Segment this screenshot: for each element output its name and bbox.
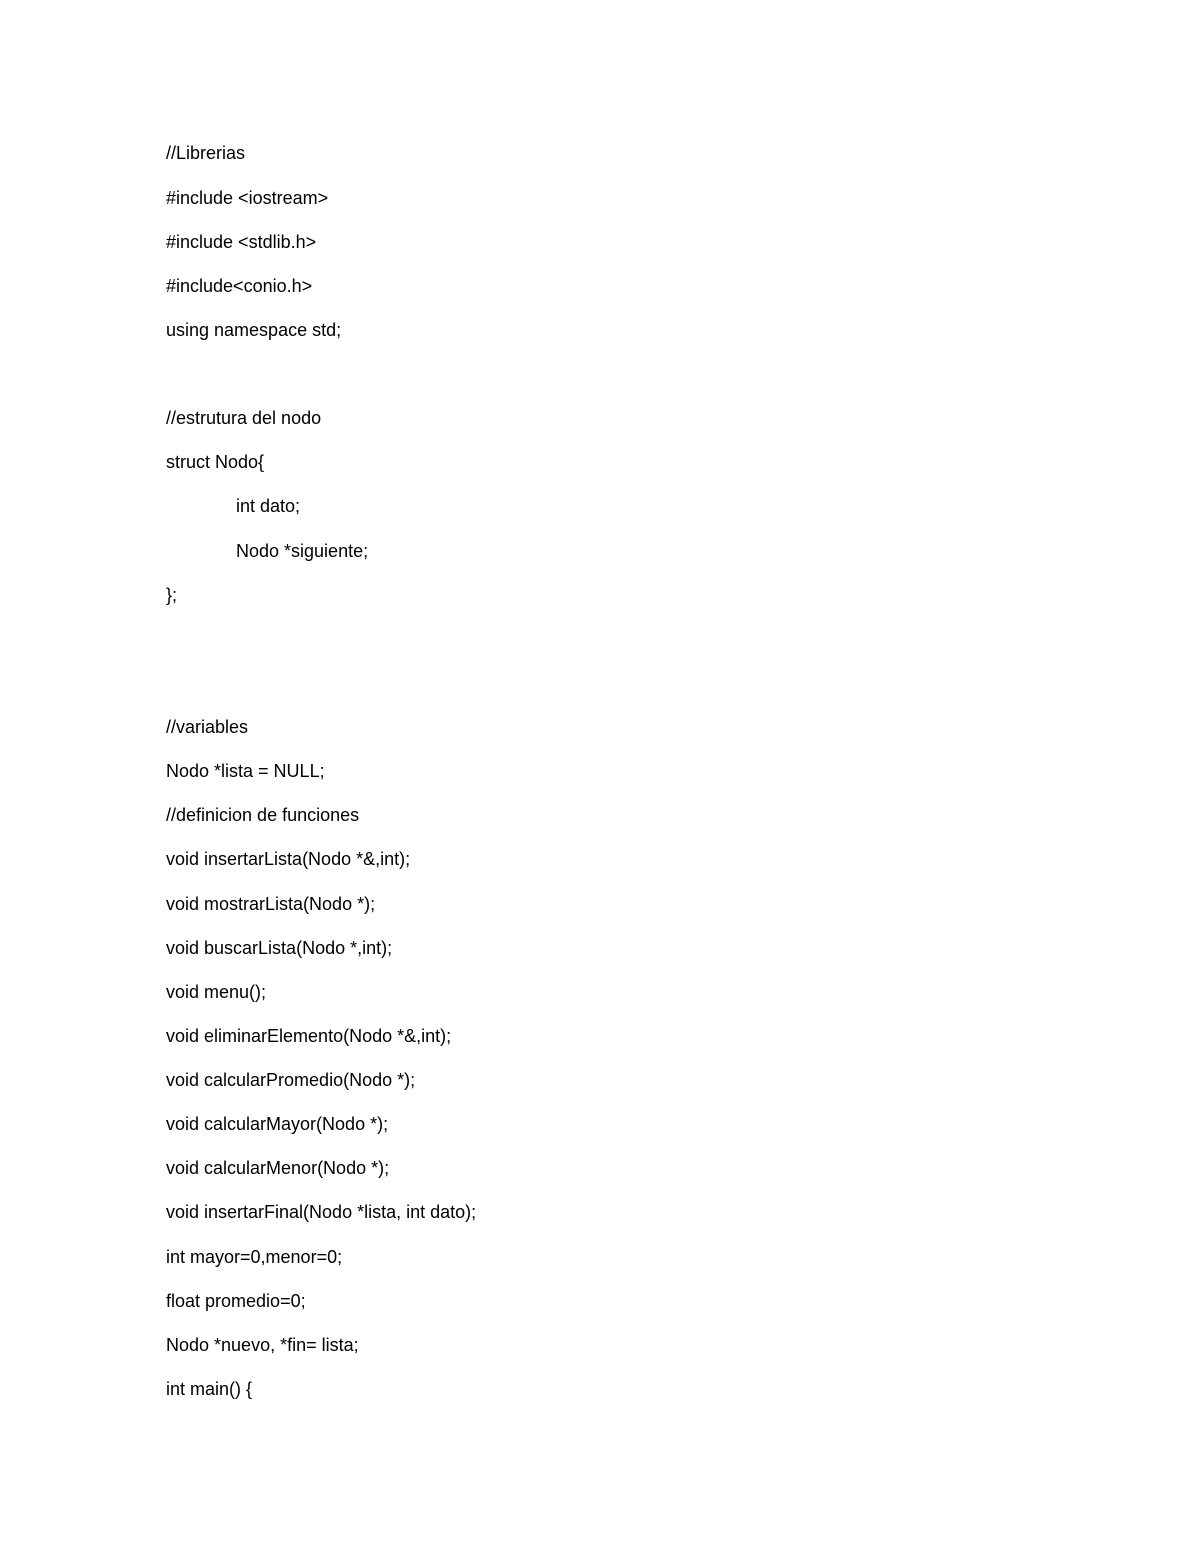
- using-namespace: using namespace std;: [166, 320, 342, 340]
- proto-mostrar-lista: void mostrarLista(Nodo *);: [166, 894, 376, 914]
- include-iostream: #include <iostream>: [166, 188, 329, 208]
- proto-insertar-final: void insertarFinal(Nodo *lista, int dato);: [166, 1202, 477, 1222]
- proto-calcular-promedio: void calcularPromedio(Nodo *);: [166, 1070, 416, 1090]
- comment-estructura: //estrutura del nodo: [166, 408, 322, 428]
- variable-promedio: float promedio=0;: [166, 1291, 306, 1311]
- comment-librerias: //Librerias: [166, 143, 246, 163]
- comment-variables: //variables: [166, 717, 249, 737]
- struct-field-dato: int dato;: [236, 496, 301, 516]
- main-function: int main() {: [166, 1379, 253, 1399]
- include-conio: #include<conio.h>: [166, 276, 313, 296]
- variable-mayor-menor: int mayor=0,menor=0;: [166, 1247, 343, 1267]
- struct-field-siguiente: Nodo *siguiente;: [236, 541, 369, 561]
- variable-lista: Nodo *lista = NULL;: [166, 761, 325, 781]
- proto-calcular-menor: void calcularMenor(Nodo *);: [166, 1158, 390, 1178]
- include-stdlib: #include <stdlib.h>: [166, 232, 317, 252]
- proto-eliminar-elemento: void eliminarElemento(Nodo *&,int);: [166, 1026, 452, 1046]
- comment-definicion: //definicion de funciones: [166, 805, 360, 825]
- proto-menu: void menu();: [166, 982, 267, 1002]
- proto-buscar-lista: void buscarLista(Nodo *,int);: [166, 938, 393, 958]
- struct-declaration: struct Nodo{: [166, 452, 265, 472]
- proto-calcular-mayor: void calcularMayor(Nodo *);: [166, 1114, 389, 1134]
- proto-insertar-lista: void insertarLista(Nodo *&,int);: [166, 849, 411, 869]
- struct-close: };: [166, 585, 178, 605]
- variable-nuevo-fin: Nodo *nuevo, *fin= lista;: [166, 1335, 359, 1355]
